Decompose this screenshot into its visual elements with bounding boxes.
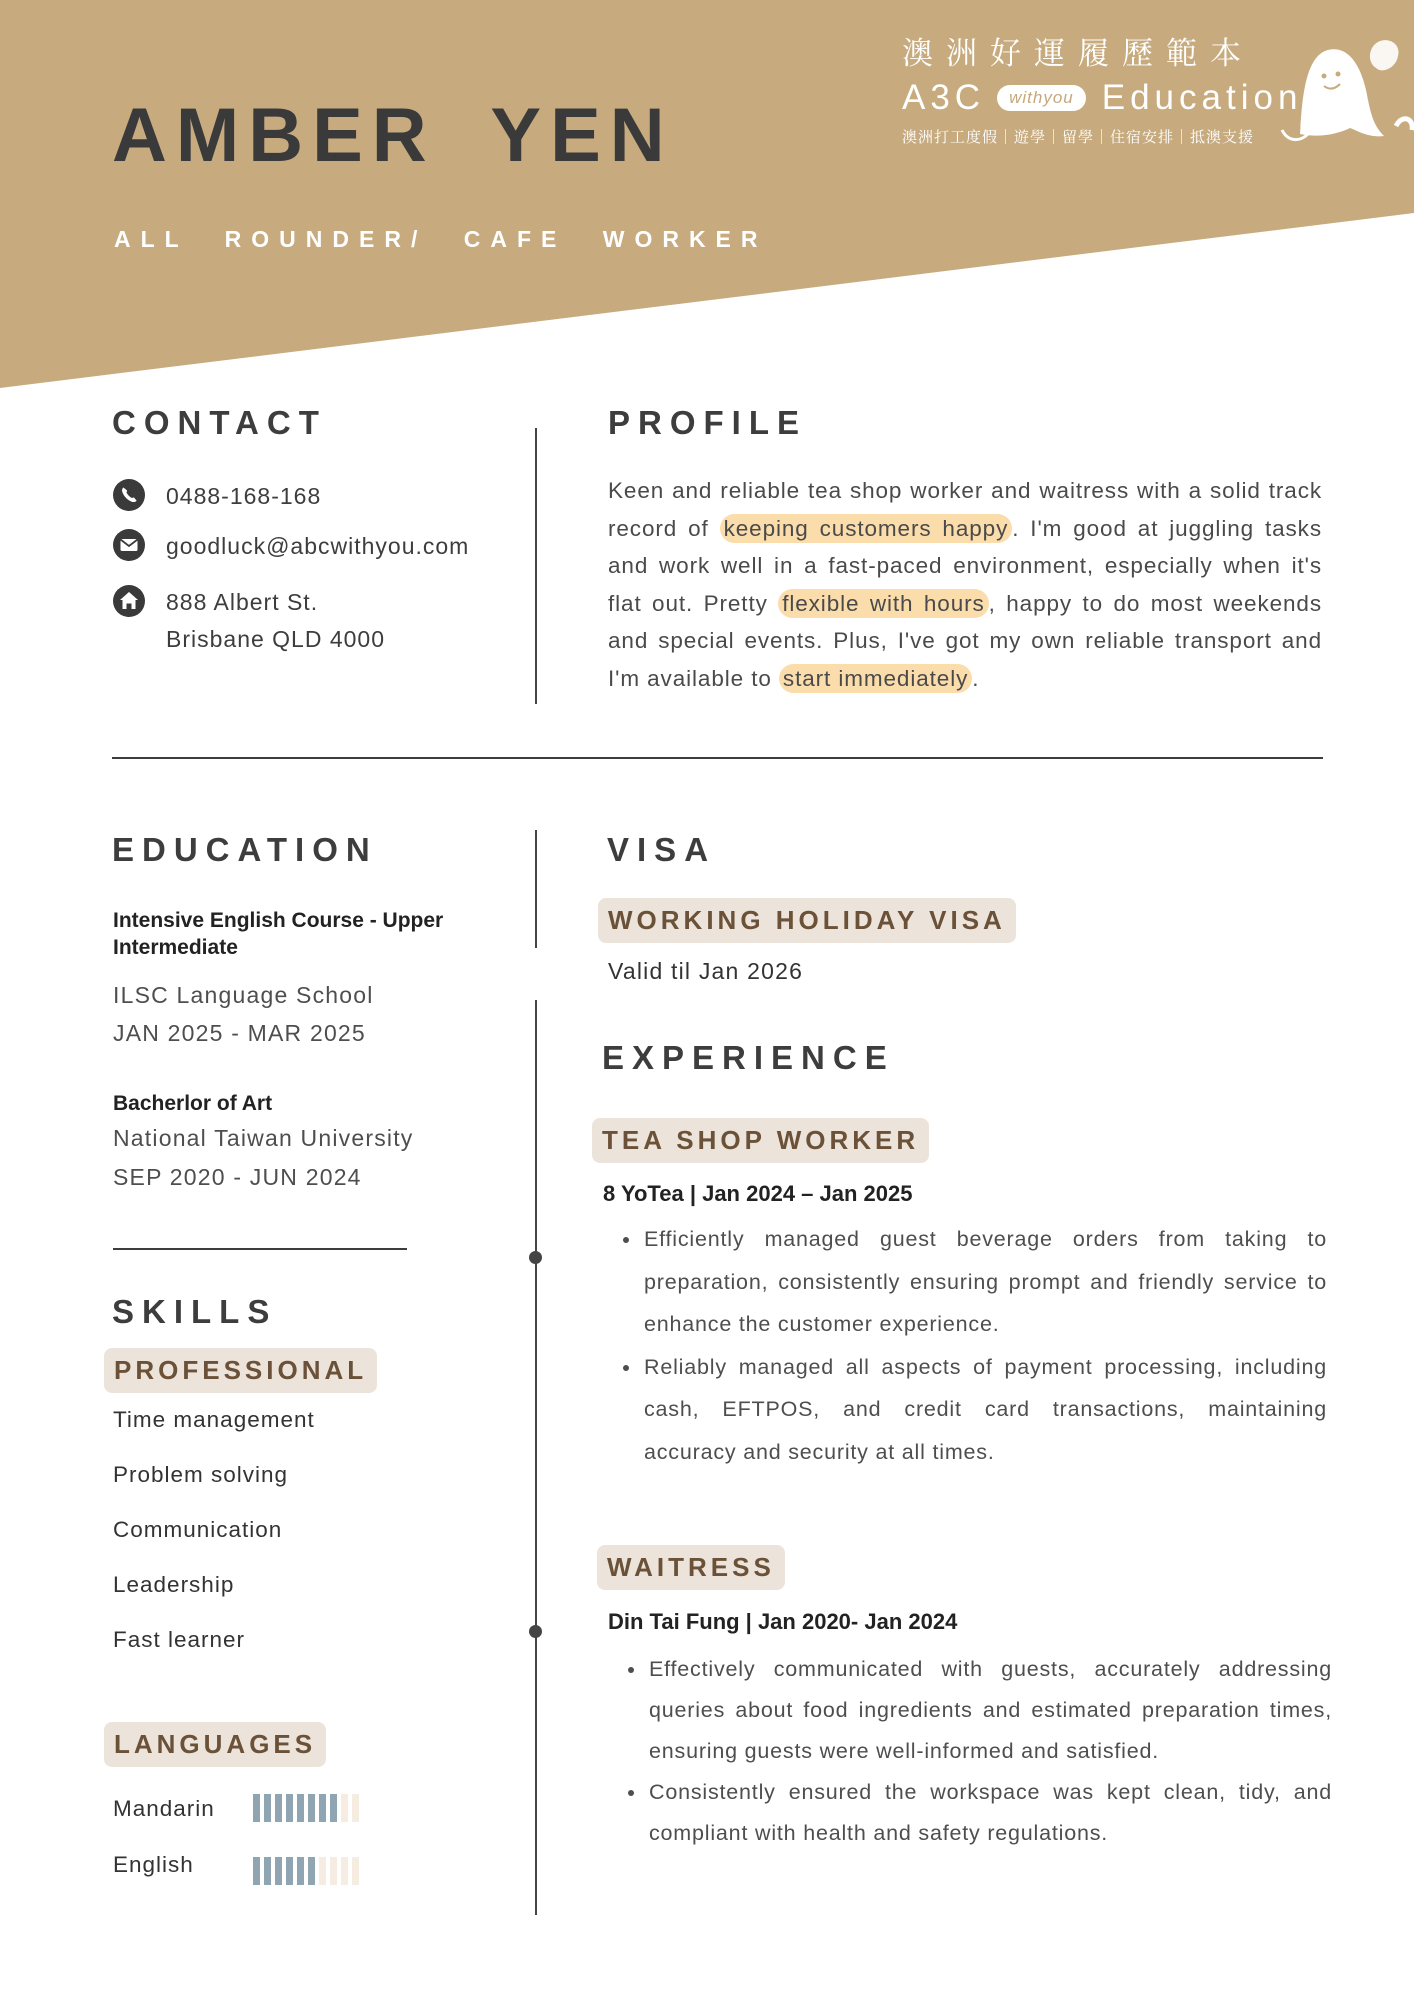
education-2-school: National Taiwan University [113, 1125, 414, 1151]
profile-text-part: , happy to do most weekends and special events. Plus, I've got my own reliable transport and I'm available to [608, 590, 1322, 691]
job-2-bullet: • Effectively communicated with guests, accurately addressing queries about food ingredients and estimated preparation times, ensuring guests were well-informed and satisfied. [647, 1649, 1332, 1772]
visa-type-label: WORKING HOLIDAY VISA [598, 898, 1016, 943]
address-line-1: 888 Albert St. [166, 589, 319, 615]
language-level-bar [308, 1857, 315, 1885]
education-1-school: ILSC Language School [113, 982, 374, 1008]
language-level-bar [253, 1794, 260, 1822]
languages-label: LANGUAGES [104, 1722, 326, 1767]
language-level-bar [264, 1794, 271, 1822]
language-level-bar [253, 1857, 260, 1885]
visa-validity: Valid til Jan 2026 [608, 958, 804, 984]
phone-icon [112, 478, 146, 512]
education-1-title: Intensive English Course - Upper Intermediate [113, 909, 444, 959]
language-level-bar [297, 1794, 304, 1822]
language-level-bar [297, 1857, 304, 1885]
skill-item: Time management [113, 1407, 315, 1432]
language-level-bar [341, 1794, 348, 1822]
skill-item: Leadership [113, 1572, 235, 1597]
education-2-dates: SEP 2020 - JUN 2024 [113, 1164, 362, 1190]
language-mandarin-label: Mandarin [113, 1796, 215, 1821]
profile-highlight: flexible with hours [778, 589, 988, 618]
job-1-title: TEA SHOP WORKER [592, 1118, 929, 1163]
experience-heading: EXPERIENCE [602, 1039, 895, 1076]
timeline-dot [529, 1625, 542, 1638]
language-level-bar [308, 1794, 315, 1822]
language-english-label: English [113, 1852, 194, 1877]
contact-address [112, 584, 385, 658]
contact-heading: CONTACT [112, 404, 327, 441]
brand-en-pill: withyou [997, 85, 1086, 111]
brand-en-left: A3C [902, 78, 986, 117]
language-level-bar [352, 1857, 359, 1885]
job-2-meta: Din Tai Fung | Jan 2020- Jan 2024 [608, 1609, 958, 1634]
contact-email [112, 528, 469, 565]
timeline-line-top [535, 830, 537, 948]
mascot-ghost-icon [1272, 34, 1414, 146]
language-level-bar [286, 1857, 293, 1885]
contact-phone-text: 0488-168-168 [166, 483, 322, 509]
timeline-dot [529, 1251, 542, 1264]
profile-heading: PROFILE [608, 404, 808, 441]
brand-cn-title: 澳洲好運履歷範本 [902, 36, 1254, 71]
contact-address-text [166, 584, 385, 658]
job-2-bullet: • Consistently ensured the workspace was kept clean, tidy, and compliant with health and safety regulations. [647, 1772, 1332, 1854]
language-level-bar [330, 1857, 337, 1885]
language-level-bar [352, 1794, 359, 1822]
address-line-2: Brisbane QLD 4000 [166, 626, 386, 652]
skill-item: Fast learner [113, 1627, 246, 1652]
candidate-subtitle: ALL ROUNDER/ CAFE WORKER [114, 226, 768, 252]
language-level-bar [264, 1857, 271, 1885]
profile-text [608, 472, 1322, 697]
profile-highlight: start immediately [779, 664, 972, 693]
language-level-bar [319, 1857, 326, 1885]
language-level-bar [275, 1857, 282, 1885]
education-2-title: Bacherlor of Art [113, 1092, 273, 1115]
language-level-bar [275, 1794, 282, 1822]
skill-item: Communication [113, 1517, 283, 1542]
job-2-title: WAITRESS [597, 1545, 785, 1590]
job-1-bullets [612, 1218, 1327, 1473]
job-1-bullet: • Reliably managed all aspects of payment processing, including cash, EFTPOS, and credit card transactions, maintaining accuracy and security at all times. [642, 1346, 1327, 1474]
job-2-bullets [617, 1649, 1332, 1854]
skills-heading: SKILLS [112, 1293, 278, 1330]
home-icon [112, 584, 146, 618]
education-1-dates: JAN 2025 - MAR 2025 [113, 1020, 366, 1046]
email-icon [112, 528, 146, 562]
language-level-bar [330, 1794, 337, 1822]
section-divider [112, 757, 1323, 759]
contact-email-text: goodluck@abcwithyou.com [166, 533, 470, 559]
brand-en-right: Education [1101, 78, 1303, 117]
profile-text-part: Keen and reliable tea shop worker and waitress with a solid track record of [608, 478, 1322, 541]
language-level-bar [286, 1794, 293, 1822]
timeline-line [535, 1000, 537, 1915]
brand-logo-text [902, 78, 1302, 118]
profile-highlight: keeping customers happy [720, 514, 1013, 543]
job-1-meta: 8 YoTea | Jan 2024 – Jan 2025 [603, 1181, 913, 1206]
profile-text-part: . I'm good at juggling tasks and work well in a fast-paced environment, especially when it's flat out. Pretty [608, 515, 1322, 616]
language-level-bar [319, 1794, 326, 1822]
brand-tagline: 澳洲打工度假｜遊學｜留學｜住宿安排｜抵澳支援 [902, 129, 1255, 146]
professional-label: PROFESSIONAL [104, 1348, 377, 1393]
language-level-bar [341, 1857, 348, 1885]
education-divider [113, 1248, 407, 1250]
language-mandarin-level [253, 1794, 359, 1822]
contact-phone [112, 478, 321, 515]
visa-heading: VISA [607, 831, 717, 868]
education-heading: EDUCATION [112, 831, 378, 868]
language-english-level [253, 1857, 359, 1885]
profile-text-part: . [972, 665, 980, 691]
candidate-name: AMBER YEN [112, 93, 674, 178]
job-1-bullet: • Efficiently managed guest beverage orders from taking to preparation, consistently ensuring prompt and friendly service to enhance the customer experience. [642, 1218, 1327, 1346]
skill-item: Problem solving [113, 1462, 289, 1487]
top-column-divider [535, 428, 537, 704]
